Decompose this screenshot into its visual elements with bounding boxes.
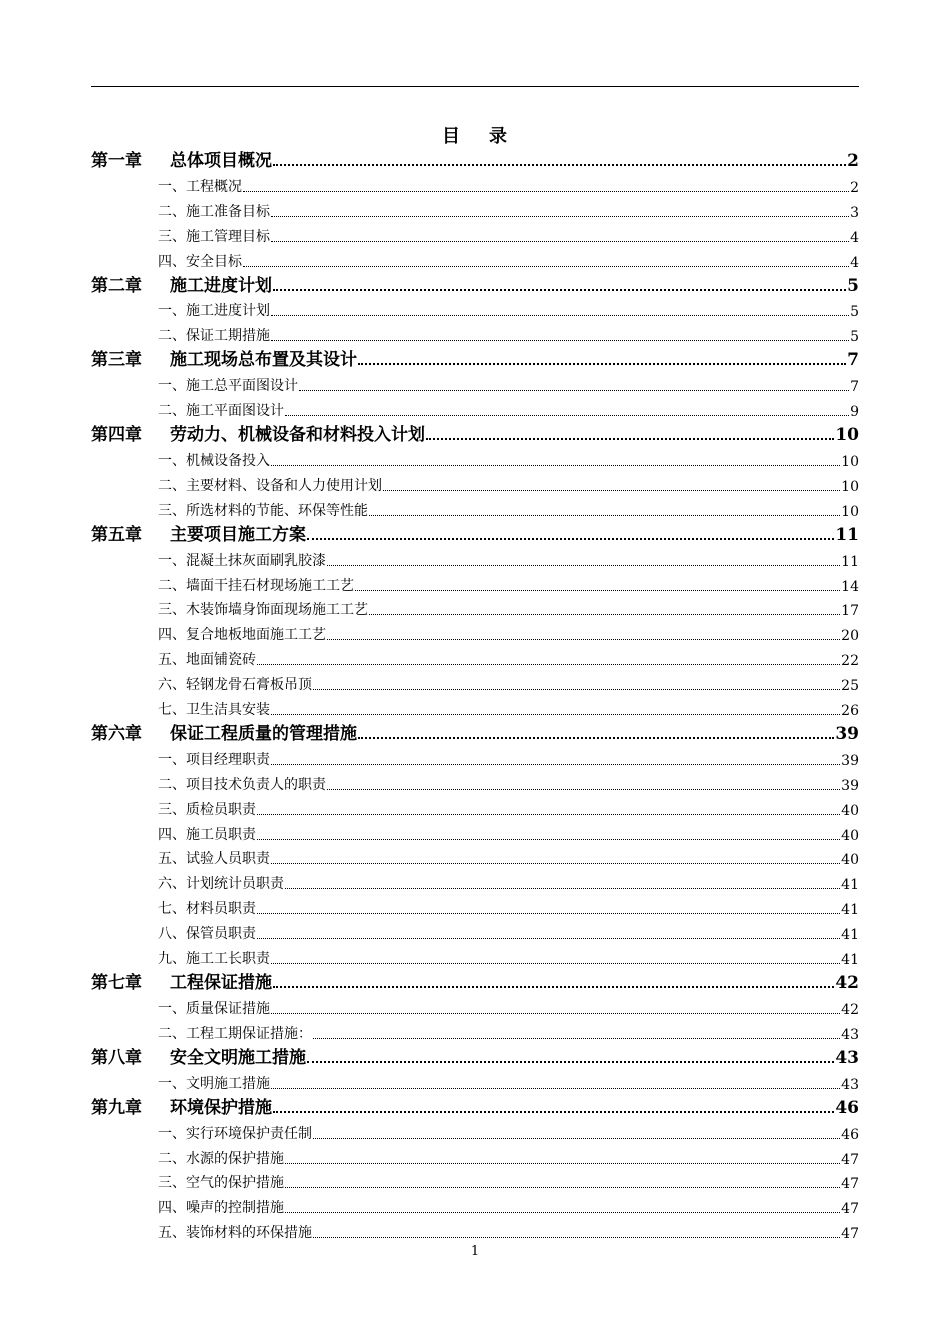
dot-leader — [313, 1038, 840, 1039]
chapter-number: 第七章 — [91, 973, 142, 994]
section-title: 三、木装饰墙身饰面现场施工工艺 — [158, 602, 368, 619]
dot-leader — [271, 714, 840, 715]
toc-page-number: 47 — [841, 1226, 859, 1243]
section-title: 一、机械设备投入 — [158, 453, 270, 470]
toc-page-number: 3 — [850, 204, 859, 221]
dot-leader — [271, 863, 840, 864]
toc-section-entry[interactable] — [91, 943, 859, 968]
section-title: 一、项目经理职责 — [158, 751, 270, 768]
toc-page-number: 40 — [841, 802, 859, 819]
toc-page-number: 39 — [835, 724, 859, 745]
section-title: 一、质量保证措施 — [158, 1000, 270, 1017]
toc-page-number: 10 — [841, 454, 859, 471]
toc-page-number: 7 — [850, 379, 859, 396]
dot-leader — [313, 689, 840, 690]
dot-leader — [369, 515, 840, 516]
dot-leader — [257, 664, 840, 665]
toc-section-entry[interactable] — [91, 221, 859, 246]
dot-leader — [243, 266, 849, 267]
chapter-number: 第一章 — [91, 151, 142, 171]
section-title: 三、施工管理目标 — [158, 228, 270, 245]
toc-section-entry[interactable] — [91, 1143, 859, 1168]
section-title: 一、施工总平面图设计 — [158, 378, 298, 395]
toc-chapter-entry[interactable] — [91, 1093, 859, 1118]
toc-section-entry[interactable] — [91, 395, 859, 420]
toc-section-entry[interactable] — [91, 619, 859, 644]
section-title: 二、墙面干挂石材现场施工工艺 — [158, 577, 354, 594]
chapter-title: 工程保证措施 — [170, 973, 272, 994]
dot-leader — [285, 1212, 840, 1213]
toc-page-number: 4 — [850, 254, 859, 271]
dot-leader — [327, 565, 840, 566]
dot-leader — [243, 191, 849, 192]
toc-page-number: 26 — [841, 703, 859, 720]
section-title: 一、施工进度计划 — [158, 303, 270, 320]
dot-leader — [271, 764, 840, 765]
section-title: 二、项目技术负责人的职责 — [158, 776, 326, 793]
section-title: 二、工程工期保证措施： — [158, 1025, 312, 1042]
chapter-number: 第九章 — [91, 1097, 142, 1118]
toc-section-entry[interactable] — [91, 744, 859, 769]
toc-section-entry[interactable] — [91, 595, 859, 620]
chapter-title: 保证工程质量的管理措施 — [170, 724, 357, 745]
section-title: 五、装饰材料的环保措施 — [158, 1225, 312, 1242]
toc-section-entry[interactable] — [91, 1168, 859, 1193]
section-title: 一、工程概况 — [158, 178, 242, 195]
toc-section-entry[interactable] — [91, 370, 859, 395]
section-title: 八、保管员职责 — [158, 926, 256, 943]
chapter-title: 劳动力、机械设备和材料投入计划 — [170, 425, 425, 446]
dot-leader — [257, 913, 840, 914]
toc-section-entry[interactable] — [91, 893, 859, 918]
chapter-title: 安全文明施工措施 — [170, 1047, 306, 1068]
toc-chapter-entry[interactable] — [91, 520, 859, 545]
dot-leader — [307, 538, 834, 540]
toc-page-number: 41 — [841, 952, 859, 969]
toc-chapter-entry[interactable] — [91, 1043, 859, 1068]
chapter-number: 第三章 — [91, 350, 142, 371]
toc-page-number: 47 — [841, 1151, 859, 1168]
toc-section-entry[interactable] — [91, 445, 859, 470]
toc-page-number: 40 — [841, 827, 859, 844]
chapter-number: 第五章 — [91, 524, 142, 545]
toc-page-number: 11 — [835, 524, 859, 545]
dot-leader — [271, 963, 840, 964]
toc-section-entry[interactable] — [91, 769, 859, 794]
dot-leader — [271, 1088, 840, 1089]
toc-page-number: 47 — [841, 1201, 859, 1218]
toc-page-number: 46 — [835, 1097, 859, 1118]
section-title: 五、地面铺瓷砖 — [158, 652, 256, 669]
toc-section-entry[interactable] — [91, 819, 859, 844]
dot-leader — [257, 814, 840, 815]
dot-leader — [426, 438, 834, 440]
section-title: 七、材料员职责 — [158, 901, 256, 918]
toc-section-entry[interactable] — [91, 1068, 859, 1093]
dot-leader — [313, 1138, 840, 1139]
toc-page-number: 41 — [841, 927, 859, 944]
toc-page-number: 41 — [841, 877, 859, 894]
dot-leader — [257, 938, 840, 939]
dot-leader — [313, 1237, 840, 1238]
section-title: 一、实行环境保护责任制 — [158, 1125, 312, 1142]
section-title: 一、混凝土抹灰面刷乳胶漆 — [158, 552, 326, 569]
toc-section-entry[interactable] — [91, 644, 859, 669]
toc-page-number: 7 — [847, 350, 859, 371]
toc-section-entry[interactable] — [91, 794, 859, 819]
section-title: 二、保证工期措施 — [158, 328, 270, 345]
toc-section-entry[interactable] — [91, 918, 859, 943]
dot-leader — [273, 289, 846, 291]
section-title: 四、复合地板地面施工工艺 — [158, 627, 326, 644]
dot-leader — [285, 1187, 840, 1188]
toc-page-number: 47 — [841, 1176, 859, 1193]
dot-leader — [285, 888, 840, 889]
toc-page-number: 4 — [850, 229, 859, 246]
toc-page-number: 5 — [850, 304, 859, 321]
dot-leader — [327, 639, 840, 640]
toc-chapter-entry[interactable] — [91, 146, 859, 171]
dot-leader — [327, 789, 840, 790]
toc-page-number: 5 — [847, 275, 859, 296]
toc-page-number: 9 — [850, 404, 859, 421]
toc-section-entry[interactable] — [91, 1118, 859, 1143]
toc-page-number: 39 — [841, 777, 859, 794]
toc-page-number: 2 — [850, 179, 859, 196]
toc-section-entry[interactable] — [91, 993, 859, 1018]
dot-leader — [271, 465, 840, 466]
toc-section-entry[interactable] — [91, 246, 859, 271]
dot-leader — [369, 614, 840, 615]
dot-leader — [271, 340, 849, 341]
toc-page-number: 41 — [841, 902, 859, 919]
toc-page-number: 20 — [841, 628, 859, 645]
section-title: 二、施工准备目标 — [158, 203, 270, 220]
toc-page-number: 5 — [850, 329, 859, 346]
toc-page-number: 10 — [841, 503, 859, 520]
section-title: 二、水源的保护措施 — [158, 1150, 284, 1167]
toc-page-number: 11 — [841, 553, 859, 570]
toc-page-number: 43 — [841, 1076, 859, 1093]
toc-page-number: 43 — [841, 1026, 859, 1043]
section-title: 四、安全目标 — [158, 253, 242, 270]
section-title: 二、施工平面图设计 — [158, 403, 284, 420]
dot-leader — [271, 216, 849, 217]
section-title: 六、轻钢龙骨石膏板吊顶 — [158, 677, 312, 694]
dot-leader — [358, 363, 846, 365]
section-title: 六、计划统计员职责 — [158, 876, 284, 893]
chapter-number: 第八章 — [91, 1047, 142, 1068]
dot-leader — [299, 390, 849, 391]
section-title: 三、空气的保护措施 — [158, 1175, 284, 1192]
dot-leader — [358, 737, 834, 739]
toc-page-number: 22 — [841, 653, 859, 670]
page-number: 1 — [470, 1244, 480, 1259]
toc-section-entry[interactable] — [91, 1192, 859, 1217]
toc-section-entry[interactable] — [91, 844, 859, 869]
toc-chapter-entry[interactable] — [91, 719, 859, 744]
toc-page-number: 40 — [841, 852, 859, 869]
chapter-number: 第六章 — [91, 724, 142, 745]
section-title: 九、施工工长职责 — [158, 951, 270, 968]
chapter-number: 第二章 — [91, 275, 142, 296]
toc-section-entry[interactable] — [91, 495, 859, 520]
dot-leader — [273, 986, 834, 988]
dot-leader — [285, 415, 849, 416]
toc-section-entry[interactable] — [91, 694, 859, 719]
toc-page-number: 10 — [835, 425, 859, 446]
section-title: 七、卫生洁具安装 — [158, 702, 270, 719]
dot-leader — [271, 241, 849, 242]
toc-section-entry[interactable] — [91, 196, 859, 221]
toc-section-entry[interactable] — [91, 669, 859, 694]
dot-leader — [307, 1061, 834, 1063]
chapter-number: 第四章 — [91, 425, 142, 446]
section-title: 二、主要材料、设备和人力使用计划 — [158, 477, 382, 494]
toc-section-entry[interactable] — [91, 570, 859, 595]
toc-section-entry[interactable] — [91, 1217, 859, 1242]
section-title: 四、施工员职责 — [158, 826, 256, 843]
toc-page-number: 46 — [841, 1126, 859, 1143]
toc-page-number: 39 — [841, 752, 859, 769]
section-title: 三、所选材料的节能、环保等性能 — [158, 502, 368, 519]
toc-page-number: 42 — [841, 1001, 859, 1018]
chapter-title: 总体项目概况 — [170, 151, 272, 171]
section-title: 五、试验人员职责 — [158, 851, 270, 868]
toc-chapter-entry[interactable] — [91, 420, 859, 445]
header-rule — [91, 86, 859, 87]
table-of-contents — [91, 146, 859, 1242]
section-title: 四、噪声的控制措施 — [158, 1200, 284, 1217]
toc-chapter-entry[interactable] — [91, 968, 859, 993]
toc-title-left: 目 — [442, 126, 461, 147]
chapter-title: 环境保护措施 — [170, 1097, 272, 1118]
dot-leader — [271, 1013, 840, 1014]
section-title: 三、质检员职责 — [158, 801, 256, 818]
toc-page-number: 25 — [841, 678, 859, 695]
toc-page-number: 42 — [835, 973, 859, 994]
toc-section-entry[interactable] — [91, 1018, 859, 1043]
dot-leader — [383, 490, 840, 491]
toc-title — [0, 122, 950, 148]
toc-section-entry[interactable] — [91, 545, 859, 570]
toc-title-right: 录 — [489, 126, 508, 147]
toc-chapter-entry[interactable] — [91, 271, 859, 296]
toc-section-entry[interactable] — [91, 296, 859, 321]
toc-section-entry[interactable] — [91, 868, 859, 893]
toc-page-number: 17 — [841, 603, 859, 620]
chapter-title: 主要项目施工方案 — [170, 524, 306, 545]
dot-leader — [285, 1163, 840, 1164]
toc-section-entry[interactable] — [91, 320, 859, 345]
chapter-title: 施工进度计划 — [170, 275, 272, 296]
chapter-title: 施工现场总布置及其设计 — [170, 350, 357, 371]
dot-leader — [257, 839, 840, 840]
toc-chapter-entry[interactable] — [91, 345, 859, 370]
toc-section-entry[interactable] — [91, 470, 859, 495]
dot-leader — [355, 590, 840, 591]
dot-leader — [271, 315, 849, 316]
toc-page-number: 10 — [841, 478, 859, 495]
section-title: 一、文明施工措施 — [158, 1075, 270, 1092]
dot-leader — [273, 164, 846, 166]
toc-section-entry[interactable] — [91, 171, 859, 196]
toc-page-number: 14 — [841, 578, 859, 595]
dot-leader — [273, 1111, 834, 1113]
toc-page-number: 43 — [835, 1047, 859, 1068]
toc-page-number: 2 — [847, 151, 859, 171]
